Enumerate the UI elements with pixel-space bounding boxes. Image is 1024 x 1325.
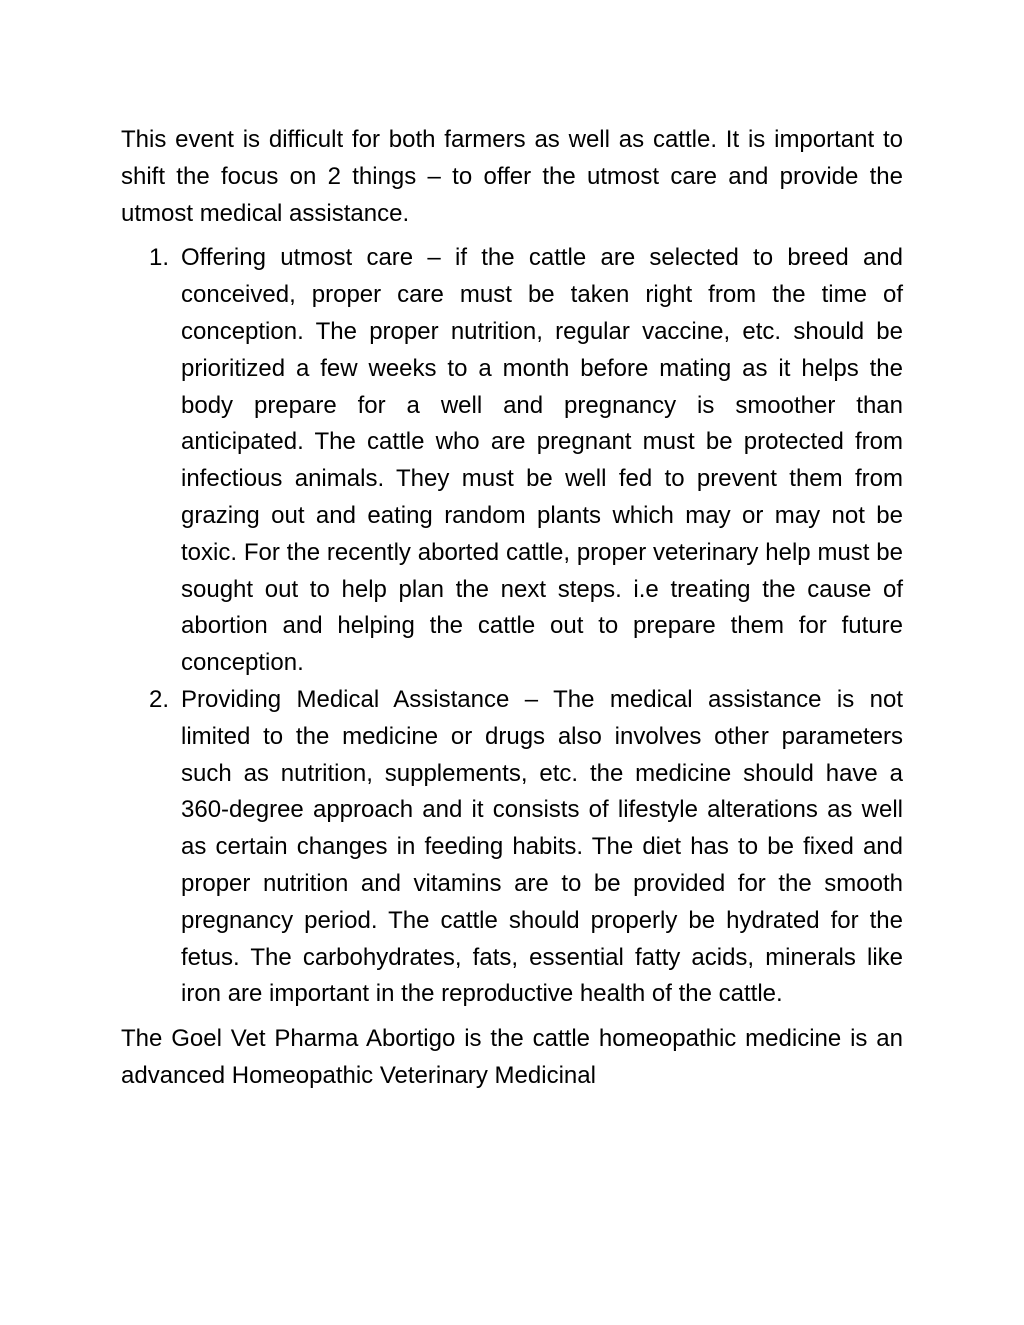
document-body: [121, 122, 903, 1095]
intro-paragraph: This event is difficult for both farmers as well as cattle. It is important to shift the focus on 2 things – to offer the utmost care and provide the utmost medical assistance.: [121, 126, 903, 227]
list-item-number: 2.: [149, 685, 170, 713]
numbered-list: [121, 240, 903, 1013]
closing-paragraph: The Goel Vet Pharma Abortigo is the cattle homeopathic medicine is an advanced Homeopathic Veterinary Medicinal: [121, 1025, 903, 1089]
list-item-text: Offering utmost care – if the cattle are selected to breed and conceived, proper care must be taken right from the time of conception. The proper nutrition, regular vaccine, etc. should be prioritized a few weeks to a month before mating as it helps the body prepare for a well and pregnancy is smoother than anticipated. The cattle who are pregnant must be protected from infectious animals. They must be well fed to prevent them from grazing out and eating random plants which may or may not be toxic. For the recently aborted cattle, proper veterinary help must be sought out to help plan the next steps. i.e treating the cause of abortion and helping the cattle out to prepare them for future conception.: [181, 244, 903, 677]
list-item: [121, 682, 903, 1013]
list-item-text: Providing Medical Assistance – The medical assistance is not limited to the medicine or drugs also involves other parameters such as nutrition, supplements, etc. the medicine should have a 360-degree approach and it consists of lifestyle alterations as well as certain changes in feeding habits. The diet has to be fixed and proper nutrition and vitamins are to be provided for the smooth pregnancy period. The cattle should properly be hydrated for the fetus. The carbohydrates, fats, essential fatty acids, minerals like iron are important in the reproductive health of the cattle.: [181, 685, 903, 1008]
list-item: [121, 240, 903, 682]
list-item-number: 1.: [149, 244, 170, 272]
